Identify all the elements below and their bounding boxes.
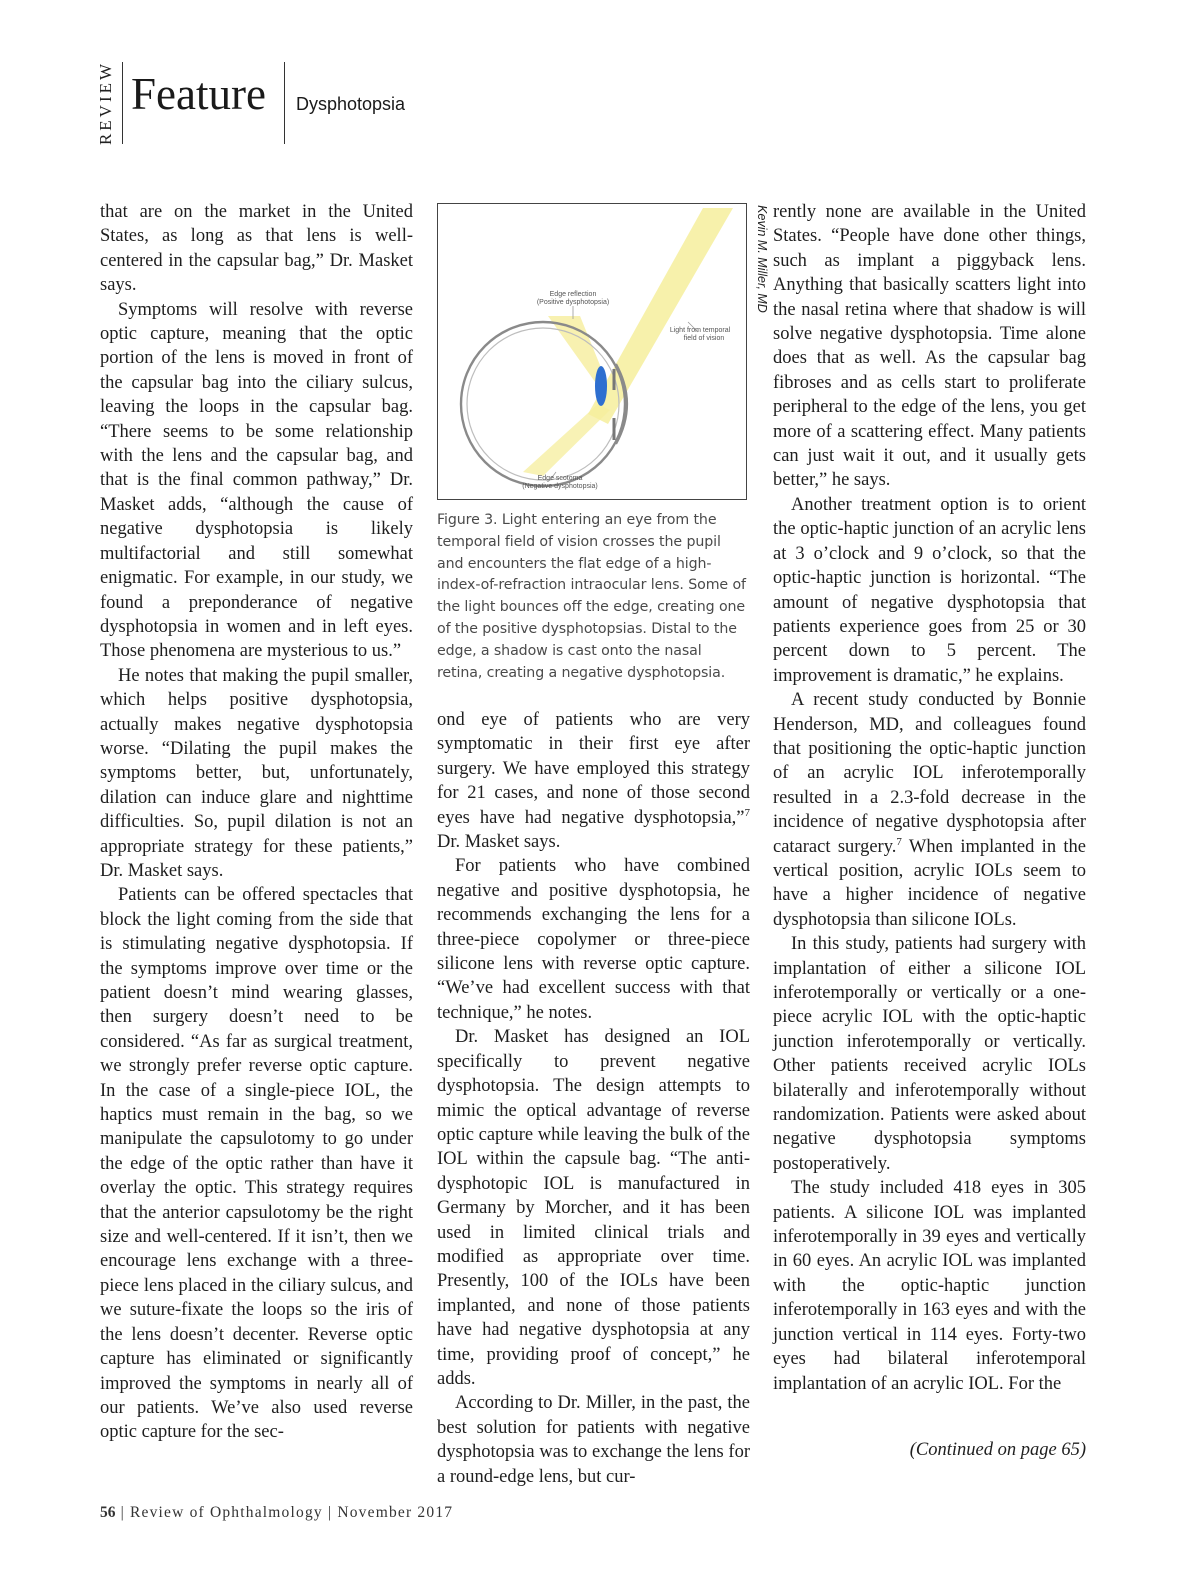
continued-note: (Continued on page 65): [909, 1440, 1086, 1460]
paragraph: Another treatment option is to orient the optic-haptic junction of an acrylic lens at 3 o’clock and 9 o’clock, so that the optic-haptic junction is horizontal. “The amount of negative dysphotopsia that patients experience goes from 25 or 30 percent down to 5 percent. The improvement is dramatic,” he explains.: [773, 494, 1086, 686]
page-footer: 56 | Review of Ophthalmology | November 2017: [100, 1504, 454, 1521]
paragraph: rently none are available in the United States. “People have done other things, such as implant a piggyback lens. Anything that basically scatters light into the nasal retina where that shadow is will solve negative dysphotopsia. Time alone does that as well. As the capsular bag fibroses and as cells start to proliferate peripheral to the edge of the lens, you get more of a scattering effect. Many patients can just wait it out, and it usually gets better,” he says.: [773, 202, 1086, 491]
figure-eye-diagram: [437, 203, 747, 500]
feature-title: Feature: [131, 69, 266, 119]
paragraph: He notes that making the pupil smaller, which helps positive dysphotopsia, actually makes negative dysphotopsia worse. “Dilating the pupil makes the symptoms better, but, unfortunately, dilation can induce glare and nighttime difficulties. So, pupil dilation is not an appropriate strategy for these patients,” Dr. Masket says.: [100, 665, 413, 881]
paragraph: Symptoms will resolve with reverse optic capture, meaning that the optic portion of the lens is moved in front of the capsular bag into the ciliary sulcus, leaving the loops in the capsular bag. “There seems to be some relationship with the lens and the capsular bag, and that is the final common pathway,” Dr. Masket adds, “although the cause of negative dysphotopsia is likely multifactorial and still somewhat enigmatic. For example, in our study, we found a preponderance of negative dysphotopsia in women and in left eyes. Those phenomena are mysterious to us.”: [100, 299, 413, 662]
paragraph: ond eye of patients who are very symptomatic in their first eye after surgery. We have employed this strategy for 21 cases, and none of those second eyes have had negative dysphotopsia,”$^7$ Dr. Masket says.: [437, 710, 750, 853]
figure-caption: Figure 3. Light entering an eye from the temporal field of vision crosses the pupil and encounters the flat edge of a high-index-of-refraction intraocular lens. Some of the light bounces off the edge, creating one of the positive dysphotopsias. Distal to the edge, a shadow is cast onto the nasal retina, creating a negative dysphotopsia.: [437, 512, 746, 681]
article-column-3: [773, 200, 1086, 1396]
label-edge-scotoma: Edge scotoma: [537, 475, 583, 482]
label-light-from: Light from temporal: [669, 327, 731, 334]
paragraph: Dr. Masket has designed an IOL specifically to prevent negative dysphotopsia. The design attempts to mimic the optical advantage of reverse optic capture while leaving the bulk of the IOL within the capsule bag. “The anti-dysphotopic IOL is manufactured in Germany by Morcher, and it has been used in limited clinical trials and modified as appropriate over time. Presently, 100 of the IOLs have been implanted, and none of those patients have had negative dysphotopsia at any time, providing proof of concept,” he adds.: [437, 1027, 750, 1389]
light-beam: [588, 208, 733, 424]
intraocular-lens: [595, 366, 607, 406]
page-number: 56: [100, 1504, 116, 1521]
paragraph: that are on the market in the United States, as long as that lens is well-centered in the capsular bag,” Dr. Masket says.: [100, 202, 413, 296]
label-edge-reflection: Edge reflection: [549, 291, 597, 298]
header-divider: [122, 62, 123, 144]
paragraph: A recent study conducted by Bonnie Henderson, MD, and colleagues found that positioning the optic-haptic junction of an acrylic IOL inferotemporally resulted in a 2.3-fold decrease in the incidence of negative dysphotopsia after cataract surgery.$^7$ When implanted in the vertical position, acrylic IOLs seem to have a higher incidence of negative dysphotopsia than silicone IOLs.: [773, 690, 1086, 930]
header-divider: [284, 62, 285, 144]
publication-name: Review of Ophthalmology: [129, 1504, 323, 1521]
label-negative: (Negative dysphotopsia): [522, 483, 598, 490]
section-title: Dysphotopsia: [296, 94, 406, 114]
paragraph: The study included 418 eyes in 305 patients. A silicone IOL was implanted inferotemporally in 39 eyes and vertically in 60 eyes. An acrylic IOL was implanted with the optic-haptic junction inferotemporally in 163 eyes and with the junction vertical in 114 eyes. Forty-two eyes had bilateral inferotemporal implantation of an acrylic IOL. For the: [773, 1178, 1086, 1394]
label-field: field of vision: [683, 335, 725, 342]
article-column-1: [100, 200, 413, 1445]
paragraph: Patients can be offered spectacles that block the light coming from the side that is stimulating negative dysphotopsia. If the symptoms improve over time or the patient doesn’t mind wearing glasses, then surgery doesn’t need to be considered. “As far as surgical treatment, we strongly prefer reverse optic capture. In the case of a single-piece IOL, the haptics must remain in the bag, so we manipulate the capsulotomy to go under the edge of the optic rather than have it overlay the optic. This strategy requires that the anterior capsulotomy be the right size and well-centered. If it isn’t, then we encourage lens exchange with a three-piece lens placed in the ciliary sulcus, and we suture-fixate the loops so the iris of the lens doesn’t decenter. Reverse optic capture has eliminated or significantly improved the symptoms in nearly all of our patients. We’ve also used reverse optic capture for the sec-: [100, 885, 413, 1443]
paragraph: For patients who have combined negative and positive dysphotopsia, he recommends exchanging the lens for a three-piece copolymer or three-piece silicone lens with reverse optic capture. “We’ve had excellent success with that technique,” he notes.: [437, 856, 750, 1023]
issue-date: November 2017: [337, 1504, 454, 1521]
paragraph: In this study, patients had surgery with implantation of either a silicone IOL inferotemporally or vertically or a one-piece acrylic IOL with the optic-haptic junction inferotemporally or vertically. Other patients received acrylic IOLs bilaterally and inferotemporally without randomization. Patients were asked about negative dysphotopsia symptoms postoperatively.: [773, 934, 1086, 1174]
label-positive: (Positive dysphotopsia): [536, 299, 610, 306]
paragraph: According to Dr. Miller, in the past, the best solution for patients with negative dysphotopsia was to exchange the lens for a round-edge lens, but cur-: [437, 1393, 750, 1487]
review-vertical-label: REVIEW: [96, 60, 115, 146]
eye-illustration: [438, 204, 745, 498]
photo-credit: Kevin M. Miller, MD: [755, 205, 769, 313]
article-column-2: [437, 708, 750, 1489]
